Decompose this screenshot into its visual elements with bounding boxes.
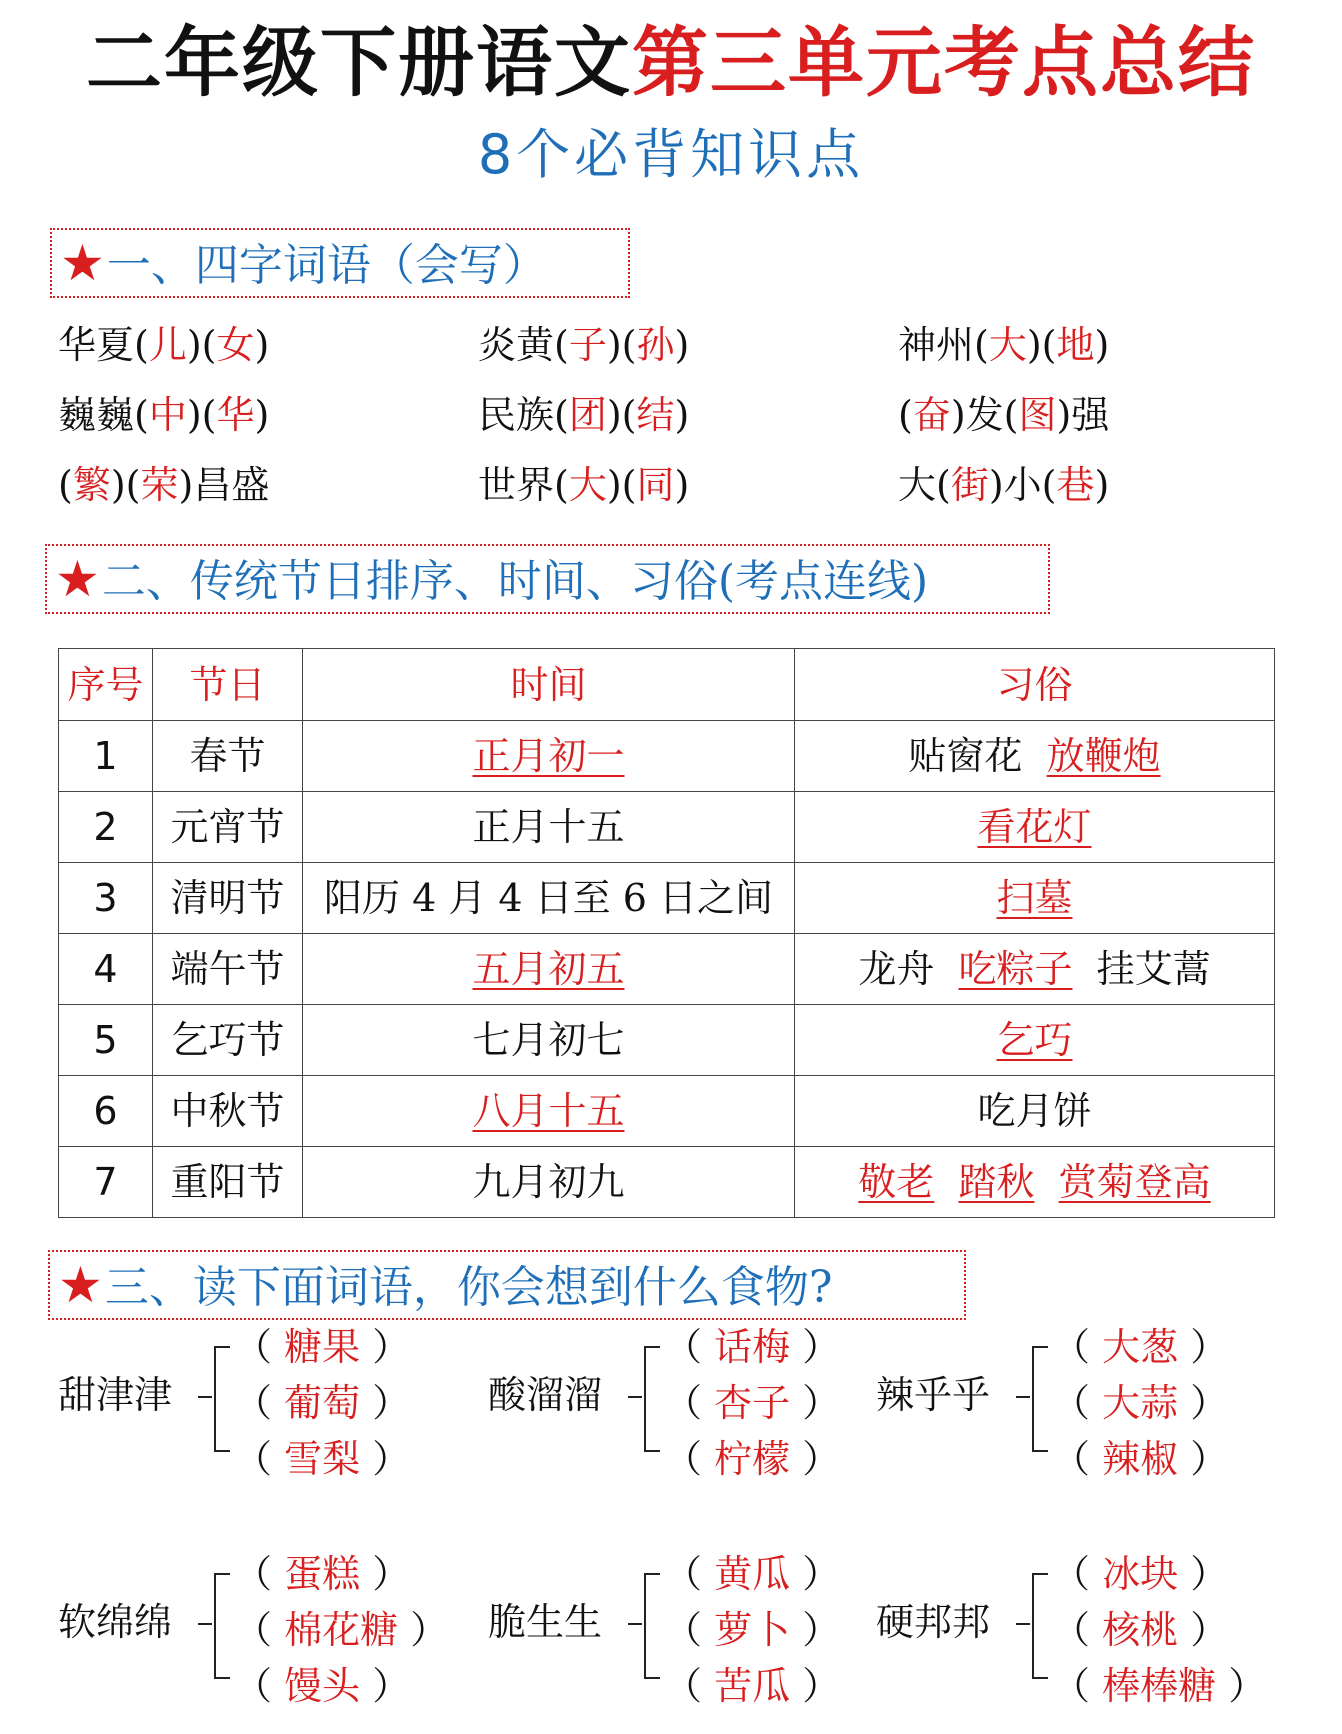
festival-time xyxy=(303,1147,795,1218)
answer-text: 扫墓 xyxy=(996,876,1073,920)
festival-name: 乞巧节 xyxy=(153,1005,303,1076)
answer-text: 五月初五 xyxy=(472,947,625,991)
text-fragment: 正月十五 xyxy=(472,805,625,849)
food-answer: （ 苦瓜 ） xyxy=(664,1664,841,1708)
text-fragment: 炎黄( xyxy=(478,323,569,367)
word-item xyxy=(898,390,1109,440)
brace-tick xyxy=(198,1623,212,1625)
text-fragment: 贴窗花 xyxy=(908,734,1047,778)
star-icon: ★ xyxy=(58,1256,103,1314)
festival-table xyxy=(58,648,1275,1218)
text-fragment: 九月初九 xyxy=(472,1160,625,1204)
food-answer: （ 杏子 ） xyxy=(664,1381,841,1425)
food-name: 苦瓜 xyxy=(714,1664,791,1708)
food-answer: （ 糖果 ） xyxy=(234,1325,411,1369)
brace-line xyxy=(214,1573,230,1679)
answer-text: 巷 xyxy=(1056,463,1095,507)
table-row xyxy=(59,934,1275,1005)
describing-word: 硬邦邦 xyxy=(876,1600,991,1644)
text-fragment: ) xyxy=(674,463,690,507)
food-name: 糖果 xyxy=(284,1325,361,1369)
brace-line xyxy=(644,1573,660,1679)
page-title xyxy=(0,18,1342,108)
text-fragment: )( xyxy=(606,463,637,507)
answer-text: 大 xyxy=(988,323,1027,367)
text-fragment: )( xyxy=(1026,323,1057,367)
describing-word: 软绵绵 xyxy=(58,1600,173,1644)
festival-custom xyxy=(795,792,1275,863)
festival-name: 中秋节 xyxy=(153,1076,303,1147)
text-fragment: ) xyxy=(1094,323,1110,367)
answer-text: 子 xyxy=(568,323,607,367)
food-answer: （ 葡萄 ） xyxy=(234,1381,411,1425)
food-name: 话梅 xyxy=(714,1325,791,1369)
answer-text: 华 xyxy=(216,393,255,437)
column-header: 时间 xyxy=(303,649,795,721)
row-number: 2 xyxy=(59,792,153,863)
text-fragment: )强 xyxy=(1056,393,1110,437)
food-answer: （ 蛋糕 ） xyxy=(234,1552,411,1596)
answer-text: 敬老 xyxy=(858,1160,935,1204)
text-fragment: 七月初七 xyxy=(472,1018,625,1062)
food-name: 核桃 xyxy=(1102,1608,1179,1652)
text-fragment: ) xyxy=(674,323,690,367)
food-answer: （ 辣椒 ） xyxy=(1052,1437,1229,1481)
text-fragment: 神州( xyxy=(898,323,989,367)
answer-text: 女 xyxy=(216,323,255,367)
word-item xyxy=(478,320,689,370)
food-name: 葡萄 xyxy=(284,1381,361,1425)
page-subtitle: 8个必背知识点 xyxy=(477,123,865,186)
word-item xyxy=(478,390,689,440)
food-answer: （ 核桃 ） xyxy=(1052,1608,1229,1652)
food-name: 雪梨 xyxy=(284,1437,361,1481)
text-fragment: )小( xyxy=(988,463,1057,507)
brace-line xyxy=(644,1346,660,1452)
brace-line xyxy=(1032,1573,1048,1679)
title-part1: 二年级下册语文 xyxy=(86,18,632,107)
food-name: 杏子 xyxy=(714,1381,791,1425)
text-fragment xyxy=(1035,1160,1059,1204)
text-fragment: )( xyxy=(186,323,217,367)
answer-text: 孙 xyxy=(636,323,675,367)
text-fragment: 华夏( xyxy=(58,323,149,367)
food-answer: （ 棒棒糖 ） xyxy=(1052,1664,1267,1708)
festival-time xyxy=(303,934,795,1005)
brace-tick xyxy=(1016,1396,1030,1398)
answer-text: 地 xyxy=(1056,323,1095,367)
answer-text: 放鞭炮 xyxy=(1046,734,1161,778)
food-name: 辣椒 xyxy=(1102,1437,1179,1481)
text-fragment: ) xyxy=(254,323,270,367)
answer-text: 团 xyxy=(568,393,607,437)
describing-word: 辣乎乎 xyxy=(876,1373,991,1417)
food-answer: （ 冰块 ） xyxy=(1052,1552,1229,1596)
describing-word: 酸溜溜 xyxy=(488,1373,603,1417)
text-fragment: 民族( xyxy=(478,393,569,437)
word-item xyxy=(58,320,269,370)
describing-word: 甜津津 xyxy=(58,1373,173,1417)
festival-time xyxy=(303,792,795,863)
brace-tick xyxy=(628,1623,642,1625)
answer-text: 大 xyxy=(568,463,607,507)
text-fragment: 吃月饼 xyxy=(977,1089,1092,1133)
food-name: 棉花糖 xyxy=(284,1608,399,1652)
answer-text: 乞巧 xyxy=(996,1018,1073,1062)
text-fragment: )发( xyxy=(950,393,1019,437)
text-fragment: ) xyxy=(1094,463,1110,507)
text-fragment: )( xyxy=(606,323,637,367)
table-row xyxy=(59,1005,1275,1076)
festival-custom xyxy=(795,934,1275,1005)
brace-tick xyxy=(1016,1623,1030,1625)
section2-title: 二、传统节日排序、时间、习俗(考点连线) xyxy=(101,556,929,607)
section3-header xyxy=(48,1250,966,1320)
answer-text: 图 xyxy=(1018,393,1057,437)
text-fragment: ) xyxy=(674,393,690,437)
text-fragment: 世界( xyxy=(478,463,569,507)
festival-custom xyxy=(795,721,1275,792)
text-fragment: ( xyxy=(898,393,913,437)
food-name: 大葱 xyxy=(1102,1325,1179,1369)
answer-text: 儿 xyxy=(148,323,187,367)
word-item xyxy=(58,390,269,440)
text-fragment: 阳历 4 月 4 日至 6 日之间 xyxy=(323,876,773,920)
answer-text: 繁 xyxy=(72,463,111,507)
star-icon: ★ xyxy=(55,550,100,608)
text-fragment: )( xyxy=(186,393,217,437)
answer-text: 八月十五 xyxy=(472,1089,625,1133)
title-part2: 第三单元考点总结 xyxy=(632,18,1256,107)
festival-time xyxy=(303,1076,795,1147)
food-name: 棒棒糖 xyxy=(1102,1664,1217,1708)
brace-tick xyxy=(198,1396,212,1398)
answer-text: 正月初一 xyxy=(472,734,625,778)
describing-word: 脆生生 xyxy=(488,1600,603,1644)
text-fragment: ( xyxy=(58,463,73,507)
section2-header xyxy=(45,544,1050,614)
star-icon: ★ xyxy=(60,234,105,292)
text-fragment: ) xyxy=(254,393,270,437)
festival-custom xyxy=(795,1147,1275,1218)
festival-custom xyxy=(795,1005,1275,1076)
table-row xyxy=(59,721,1275,792)
row-number: 7 xyxy=(59,1147,153,1218)
answer-text: 踏秋 xyxy=(958,1160,1035,1204)
festival-custom xyxy=(795,863,1275,934)
food-answer: （ 雪梨 ） xyxy=(234,1437,411,1481)
text-fragment: )昌盛 xyxy=(178,463,270,507)
festival-name: 元宵节 xyxy=(153,792,303,863)
column-header: 节日 xyxy=(153,649,303,721)
text-fragment: 挂艾蒿 xyxy=(1072,947,1211,991)
answer-text: 街 xyxy=(950,463,989,507)
festival-name: 春节 xyxy=(153,721,303,792)
festival-time xyxy=(303,1005,795,1076)
word-item xyxy=(478,460,689,510)
text-fragment: 大( xyxy=(898,463,951,507)
table-row xyxy=(59,1147,1275,1218)
row-number: 4 xyxy=(59,934,153,1005)
row-number: 5 xyxy=(59,1005,153,1076)
answer-text: 同 xyxy=(636,463,675,507)
text-fragment: )( xyxy=(110,463,141,507)
food-answer: （ 棉花糖 ） xyxy=(234,1608,449,1652)
section3-title: 三、读下面词语，你会想到什么食物? xyxy=(104,1262,833,1313)
column-header: 习俗 xyxy=(795,649,1275,721)
food-name: 柠檬 xyxy=(714,1437,791,1481)
answer-text: 荣 xyxy=(140,463,179,507)
food-answer: （ 馒头 ） xyxy=(234,1664,411,1708)
food-name: 蛋糕 xyxy=(284,1552,361,1596)
food-name: 馒头 xyxy=(284,1664,361,1708)
food-name: 黄瓜 xyxy=(714,1552,791,1596)
table-row xyxy=(59,792,1275,863)
brace-tick xyxy=(628,1396,642,1398)
food-answer: （ 大蒜 ） xyxy=(1052,1381,1229,1425)
row-number: 6 xyxy=(59,1076,153,1147)
food-name: 冰块 xyxy=(1102,1552,1179,1596)
brace-line xyxy=(1032,1346,1048,1452)
row-number: 1 xyxy=(59,721,153,792)
word-item xyxy=(58,460,269,510)
answer-text: 看花灯 xyxy=(977,805,1092,849)
festival-name: 端午节 xyxy=(153,934,303,1005)
food-answer: （ 萝卜 ） xyxy=(664,1608,841,1652)
festival-name: 重阳节 xyxy=(153,1147,303,1218)
section1-title: 一、四字词语（会写） xyxy=(106,240,547,291)
table-header-row xyxy=(59,649,1275,721)
text-fragment: 龙舟 xyxy=(858,947,959,991)
answer-text: 奋 xyxy=(912,393,951,437)
section1-header xyxy=(50,228,630,298)
brace-line xyxy=(214,1346,230,1452)
food-answer: （ 柠檬 ） xyxy=(664,1437,841,1481)
row-number: 3 xyxy=(59,863,153,934)
answer-text: 结 xyxy=(636,393,675,437)
text-fragment xyxy=(934,1160,958,1204)
table-row xyxy=(59,863,1275,934)
word-item xyxy=(898,460,1109,510)
food-answer: （ 大葱 ） xyxy=(1052,1325,1229,1369)
food-name: 大蒜 xyxy=(1102,1381,1179,1425)
festival-custom xyxy=(795,1076,1275,1147)
answer-text: 中 xyxy=(148,393,187,437)
table-row xyxy=(59,1076,1275,1147)
column-header: 序号 xyxy=(59,649,153,721)
word-item xyxy=(898,320,1109,370)
food-answer: （ 黄瓜 ） xyxy=(664,1552,841,1596)
answer-text: 赏菊登高 xyxy=(1058,1160,1211,1204)
text-fragment: )( xyxy=(606,393,637,437)
festival-time xyxy=(303,863,795,934)
food-answer: （ 话梅 ） xyxy=(664,1325,841,1369)
answer-text: 吃粽子 xyxy=(958,947,1073,991)
text-fragment: 巍巍( xyxy=(58,393,149,437)
food-name: 萝卜 xyxy=(714,1608,791,1652)
festival-name: 清明节 xyxy=(153,863,303,934)
festival-time xyxy=(303,721,795,792)
